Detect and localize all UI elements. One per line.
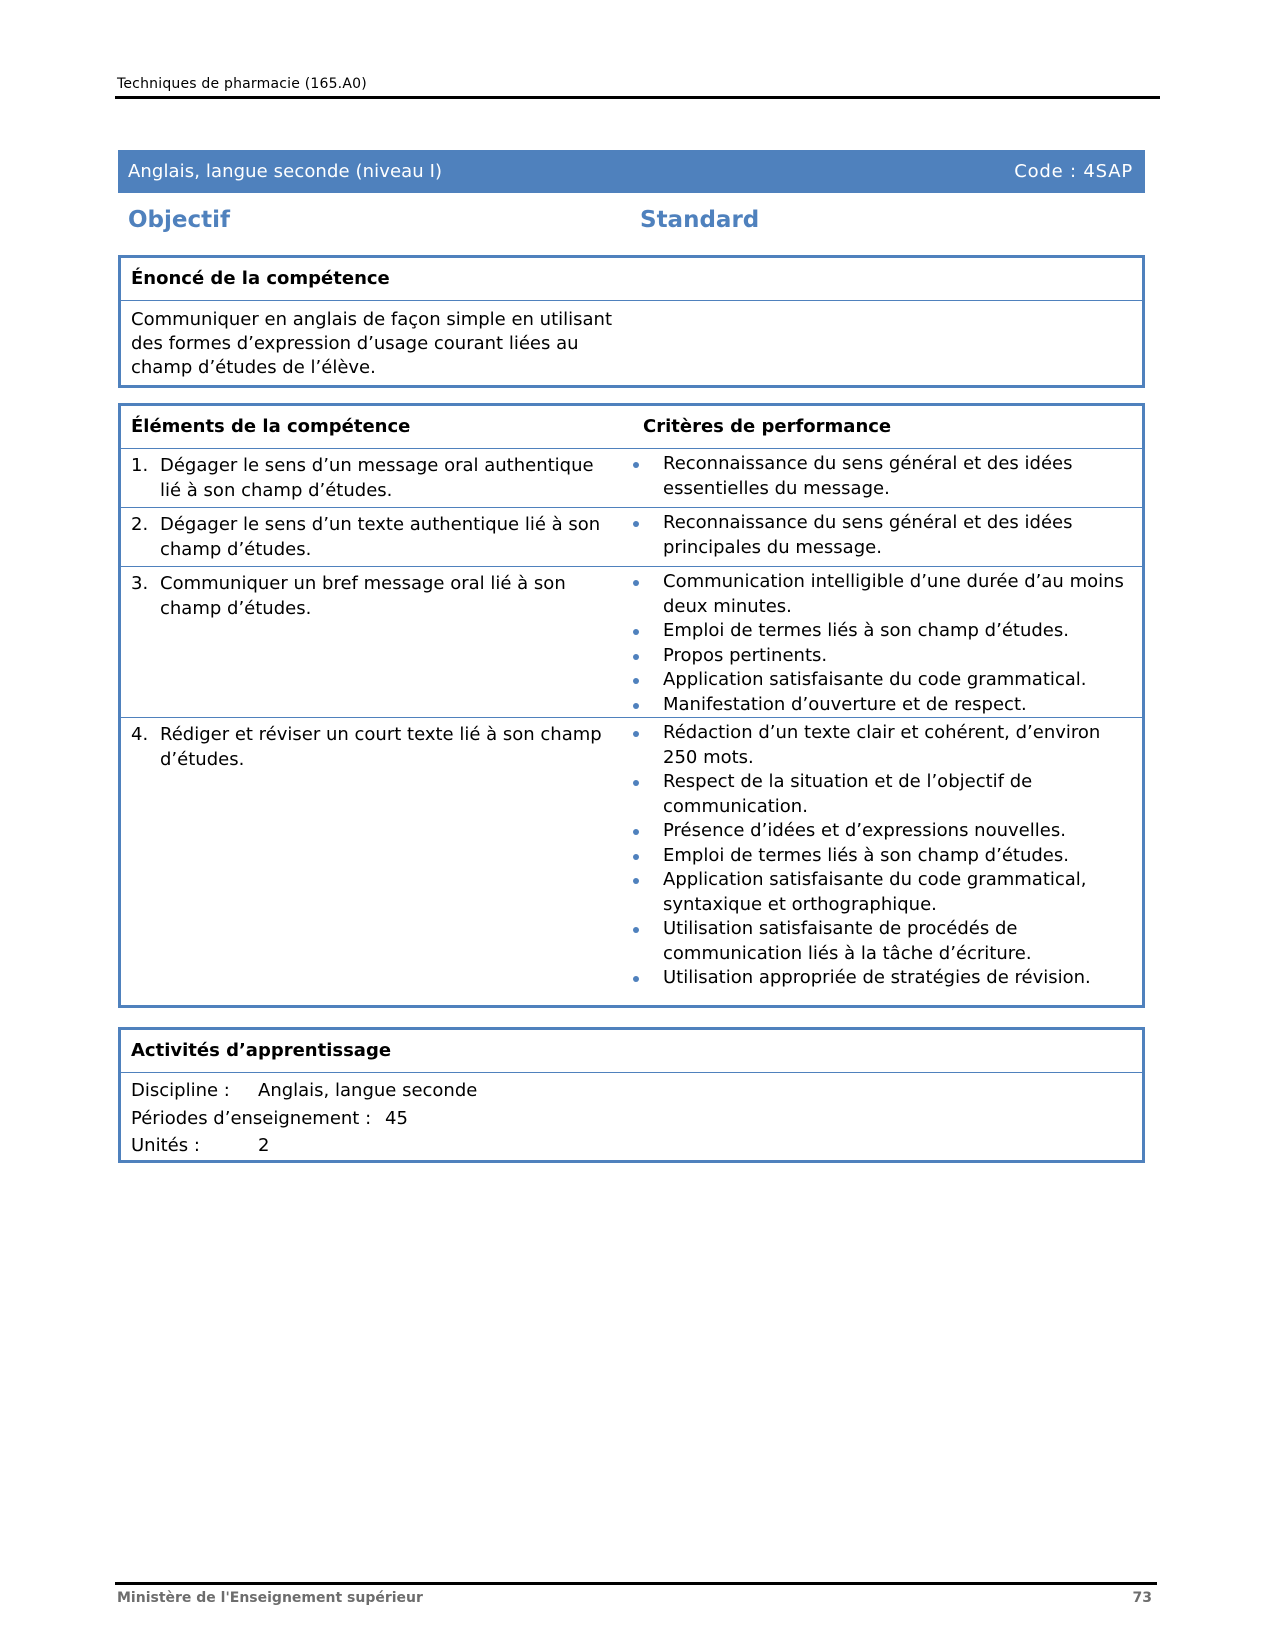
bullet-icon <box>633 580 639 586</box>
element-cell <box>121 449 621 507</box>
element-row <box>121 449 1142 508</box>
criteria-cell <box>621 718 1142 994</box>
element-text: Communiquer un bref message oral lié à son champ d’études. <box>160 573 566 619</box>
element-number: 4. <box>131 724 149 745</box>
element-text: Rédiger et réviser un court texte lié à son champ d’études. <box>160 724 602 770</box>
bullet-icon <box>633 854 639 860</box>
discipline-line <box>131 1077 1132 1105</box>
criterion-text: Utilisation appropriée de stratégies de révision. <box>663 967 1091 988</box>
bullet-icon <box>633 829 639 835</box>
criteria-cell <box>621 508 1142 566</box>
criteres-column-header: Critères de performance <box>643 416 892 437</box>
element-row <box>121 567 1142 718</box>
criterion-item <box>633 644 1134 669</box>
elements-table <box>118 403 1145 1008</box>
elements-rows <box>121 449 1142 994</box>
criterion-text: Communication intelligible d’une durée d’au moins deux minutes. <box>663 571 1124 617</box>
element-cell <box>121 567 621 717</box>
unites-value: 2 <box>258 1135 270 1156</box>
element-cell <box>121 718 621 994</box>
periodes-value: 45 <box>385 1107 408 1129</box>
criterion-text: Rédaction d’un texte clair et cohérent, d’environ 250 mots. <box>663 722 1101 768</box>
enonce-text: Communiquer en anglais de façon simple en utilisant des formes d’expression d’usage courant liées au champ d’études de l’élève. <box>131 309 613 378</box>
bullet-icon <box>633 927 639 933</box>
criterion-text: Emploi de termes liés à son champ d’études. <box>663 620 1069 641</box>
activites-box <box>118 1027 1145 1163</box>
element-text: Dégager le sens d’un message oral authentique lié à son champ d’études. <box>160 455 594 501</box>
criteria-cell <box>621 567 1142 717</box>
criterion-text: Reconnaissance du sens général et des idées essentielles du message. <box>663 453 1073 499</box>
bullet-icon <box>633 731 639 737</box>
bullet-icon <box>633 703 639 709</box>
criterion-text: Reconnaissance du sens général et des idées principales du message. <box>663 512 1073 558</box>
criterion-item <box>633 452 1134 501</box>
criterion-item <box>633 844 1134 869</box>
activites-heading: Activités d’apprentissage <box>121 1030 1142 1073</box>
bullet-icon <box>633 462 639 468</box>
footer-ministry: Ministère de l'Enseignement supérieur <box>117 1590 423 1606</box>
page-number: 73 <box>1132 1590 1152 1606</box>
elements-table-header <box>121 406 1142 449</box>
criterion-text: Application satisfaisante du code grammatical. <box>663 669 1087 690</box>
criterion-text: Utilisation satisfaisante de procédés de communication liés à la tâche d’écriture. <box>663 918 1032 964</box>
bullet-icon <box>633 629 639 635</box>
course-code: Code : 4SAP <box>1014 161 1133 182</box>
activites-body <box>121 1073 1142 1160</box>
bullet-icon <box>633 654 639 660</box>
criterion-item <box>633 819 1134 844</box>
element-row <box>121 718 1142 994</box>
criterion-text: Application satisfaisante du code grammatical, syntaxique et orthographique. <box>663 869 1087 915</box>
criterion-item <box>633 917 1134 966</box>
criterion-item <box>633 770 1134 819</box>
criteria-cell <box>621 449 1142 507</box>
page-header-program: Techniques de pharmacie (165.A0) <box>117 76 367 92</box>
objectif-heading: Objectif <box>128 207 231 233</box>
discipline-label: Discipline : <box>131 1080 230 1101</box>
unites-line <box>131 1132 1132 1160</box>
periodes-line <box>131 1105 1132 1133</box>
criterion-text: Manifestation d’ouverture et de respect. <box>663 693 1027 715</box>
course-title: Anglais, langue seconde (niveau I) <box>128 161 443 182</box>
enonce-heading: Énoncé de la compétence <box>121 258 1142 301</box>
bullet-icon <box>633 976 639 982</box>
element-row <box>121 508 1142 567</box>
criterion-item <box>633 570 1134 619</box>
bullet-icon <box>633 780 639 786</box>
element-number: 1. <box>131 455 149 476</box>
element-cell <box>121 508 621 566</box>
bullet-icon <box>633 678 639 684</box>
criterion-text: Respect de la situation et de l’objectif de communication. <box>663 771 1033 817</box>
criterion-item <box>633 966 1134 991</box>
criterion-item <box>633 511 1134 560</box>
criterion-item <box>633 721 1134 770</box>
footer-divider <box>115 1582 1157 1585</box>
header-divider <box>115 96 1160 99</box>
elements-column-header: Éléments de la compétence <box>131 416 411 437</box>
unites-label: Unités : <box>131 1135 200 1156</box>
element-number: 2. <box>131 514 149 535</box>
criterion-text: Propos pertinents. <box>663 644 828 666</box>
standard-heading: Standard <box>640 207 760 233</box>
criterion-item <box>633 619 1134 644</box>
periodes-label: Périodes d’enseignement : <box>131 1107 372 1129</box>
criterion-text: Présence d’idées et d’expressions nouvelles. <box>663 820 1066 841</box>
course-title-bar <box>118 150 1145 193</box>
bullet-icon <box>633 521 639 527</box>
discipline-value: Anglais, langue seconde <box>258 1080 478 1101</box>
enonce-box <box>118 255 1145 388</box>
bullet-icon <box>633 878 639 884</box>
criterion-item <box>633 668 1134 693</box>
element-text: Dégager le sens d’un texte authentique lié à son champ d’études. <box>160 514 601 560</box>
criterion-item <box>633 693 1134 718</box>
criterion-text: Emploi de termes liés à son champ d’études. <box>663 844 1069 866</box>
criterion-item <box>633 868 1134 917</box>
element-number: 3. <box>131 573 149 594</box>
